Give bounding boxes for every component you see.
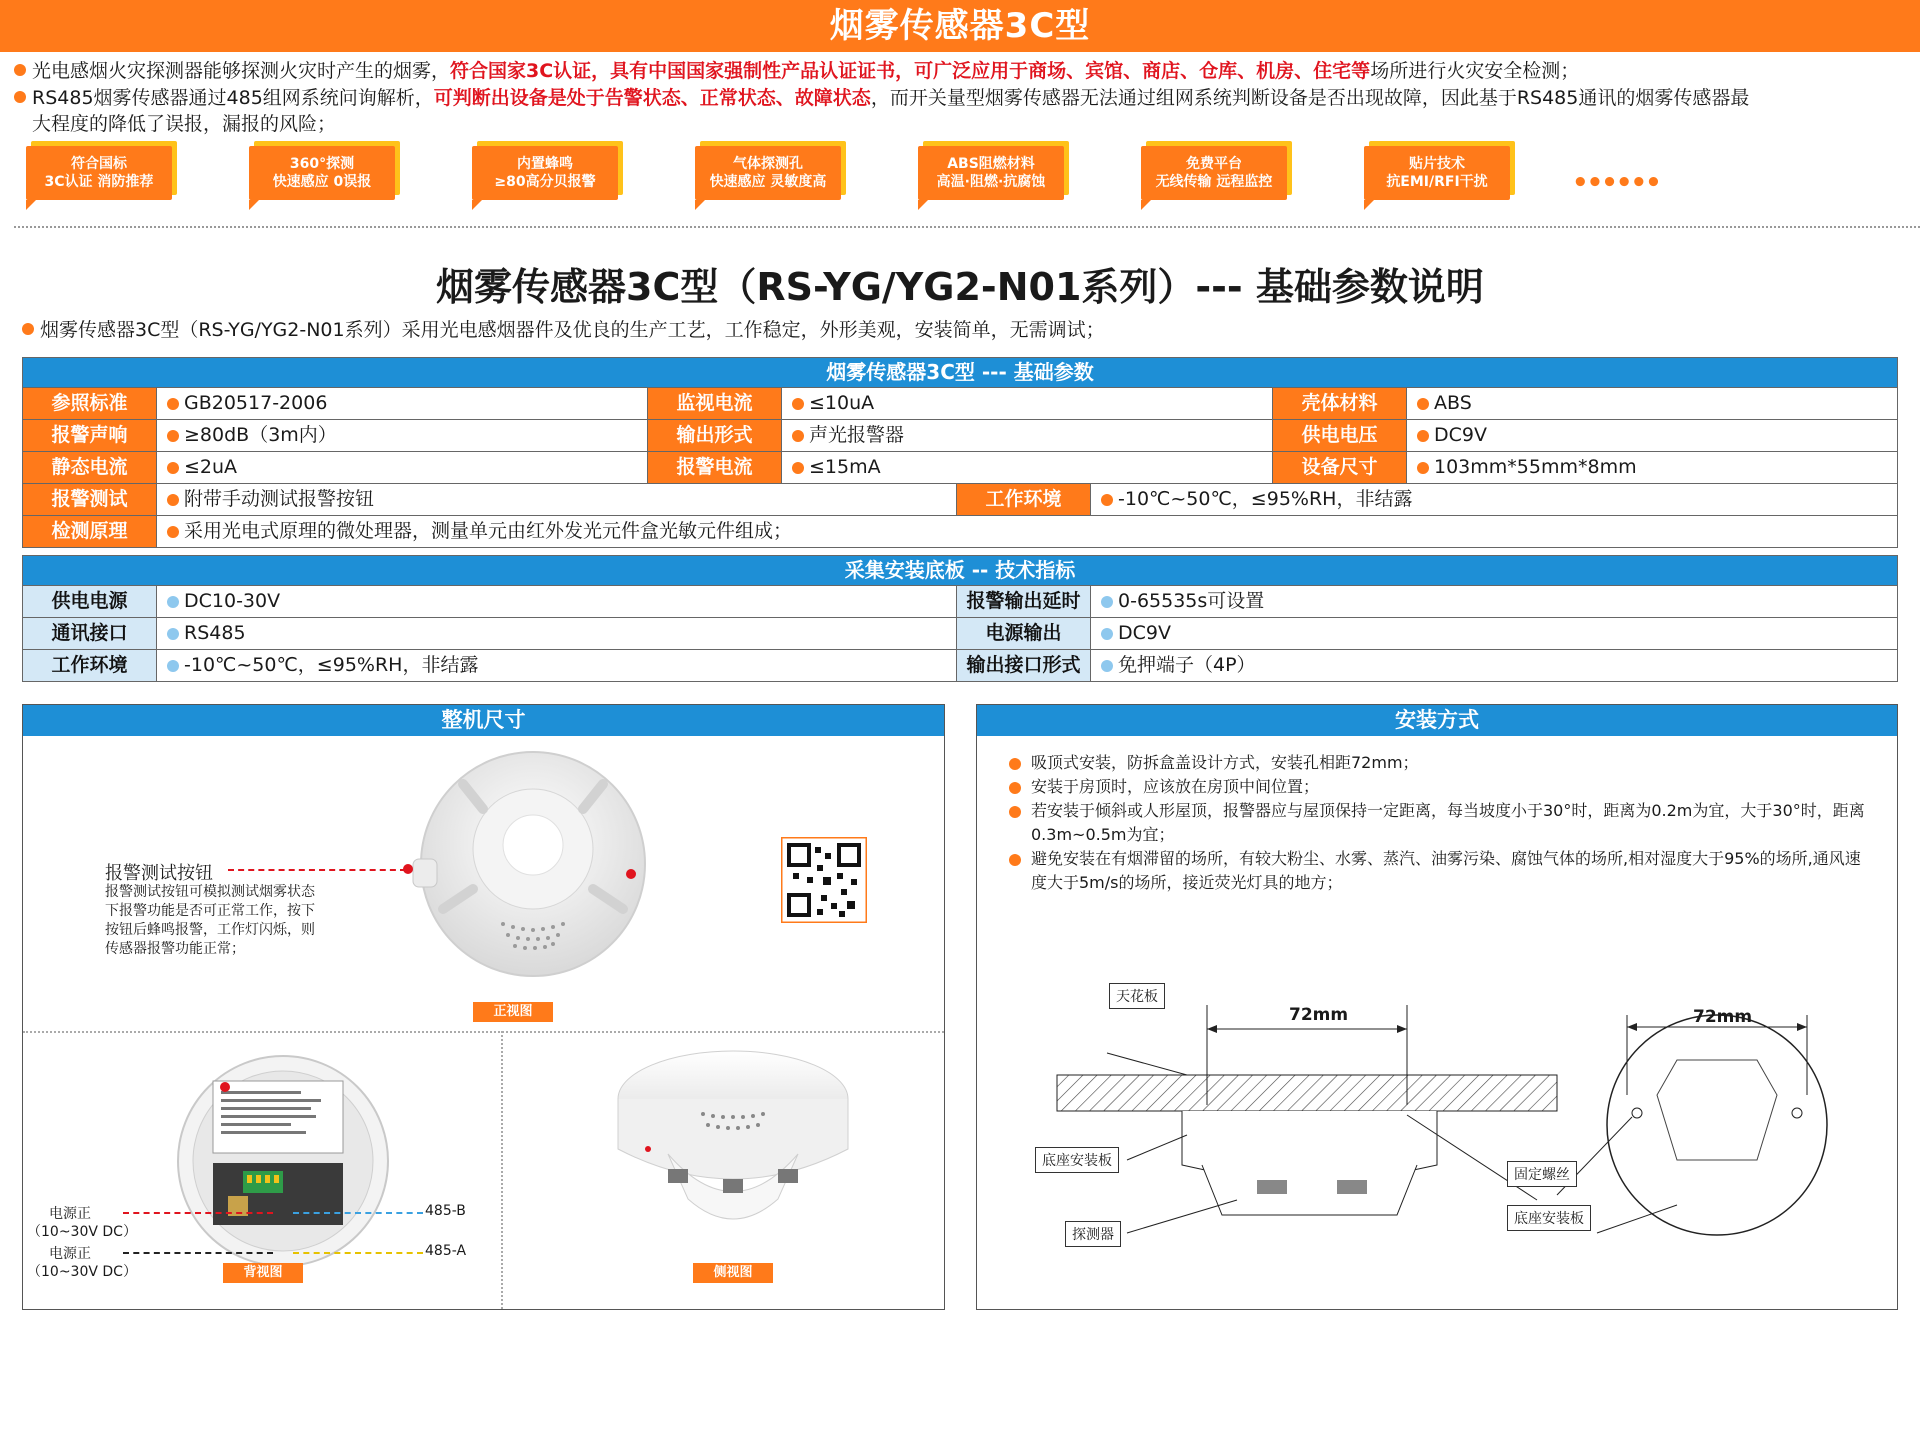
detector-label: 探测器 xyxy=(1065,1221,1121,1247)
bullet-icon xyxy=(1417,430,1429,442)
base-plate-label: 底座安装板 xyxy=(1035,1147,1119,1173)
param-label: 报警测试 xyxy=(23,484,157,515)
param-label: 输出接口形式 xyxy=(957,650,1091,681)
dimensions-panel xyxy=(22,704,945,1310)
ceiling-label: 天花板 xyxy=(1109,983,1165,1009)
wire-line xyxy=(293,1212,423,1214)
param-value xyxy=(157,388,648,419)
param-value-text: DC9V xyxy=(1118,622,1171,644)
wire-line xyxy=(123,1252,273,1254)
param-value-text: GB20517-2006 xyxy=(184,392,328,414)
bullet-icon xyxy=(1009,854,1021,866)
table-header: 采集安装底板 -- 技术指标 xyxy=(23,556,1897,585)
param-value xyxy=(157,618,957,649)
param-value xyxy=(1091,484,1897,515)
bullet-icon xyxy=(792,398,804,410)
desc-line: 报警测试按钮可模拟测试烟雾状态 xyxy=(105,884,315,900)
bullet-icon xyxy=(1101,596,1113,608)
param-label: 检测原理 xyxy=(23,516,157,547)
param-value-text: ≤10uA xyxy=(809,392,875,414)
param-label: 输出形式 xyxy=(648,420,782,451)
table-row xyxy=(23,515,1897,547)
desc-line: 按钮后蜂鸣报警，工作灯闪烁，则 xyxy=(105,922,315,938)
list-item-text: 吸顶式安装，防拆盒盖设计方式，安装孔相距72mm； xyxy=(1031,753,1419,772)
feature-badge xyxy=(472,146,618,200)
intro-highlight: 可判断出设备是处于告警状态、正常状态、故障状态 xyxy=(433,87,871,109)
table-row xyxy=(23,387,1897,419)
front-view-image xyxy=(403,749,673,989)
param-value xyxy=(157,484,957,515)
table-header: 烟雾传感器3C型 --- 基础参数 xyxy=(23,358,1897,387)
bullet-icon xyxy=(167,398,179,410)
bullet-icon xyxy=(167,430,179,442)
badge-line: 内置蜂鸣 xyxy=(517,156,573,172)
badge-line: 免费平台 xyxy=(1186,156,1242,172)
param-label: 静态电流 xyxy=(23,452,157,483)
param-value-text: 附带手动测试报警按钮 xyxy=(184,488,375,510)
back-view-image xyxy=(173,1051,393,1281)
param-value-text: ≥80dB（3m内） xyxy=(184,424,337,446)
param-value-text: DC10-30V xyxy=(184,590,281,612)
feature-badge xyxy=(918,146,1064,200)
bullet-icon xyxy=(167,660,179,672)
param-value-text: ≤15mA xyxy=(809,456,881,478)
table-row xyxy=(23,451,1897,483)
bullet-icon xyxy=(1009,782,1021,794)
power-label-2: 电源正 xyxy=(49,1246,91,1262)
bullet-icon xyxy=(167,526,179,538)
param-value xyxy=(782,388,1273,419)
base-plate-label-right: 底座安装板 xyxy=(1507,1205,1591,1231)
feature-badge xyxy=(1364,146,1510,200)
bullet-icon xyxy=(1101,628,1113,640)
divider xyxy=(14,226,1920,228)
intro-text: 光电感烟火灾探测器能够探测火灾时产生的烟雾， xyxy=(32,60,451,82)
param-label: 工作环境 xyxy=(23,650,157,681)
divider xyxy=(23,1031,944,1033)
power-range-1: （10~30V DC） xyxy=(27,1224,137,1240)
banner-title: 烟雾传感器3C型 xyxy=(0,0,1920,52)
feature-badge xyxy=(1141,146,1287,200)
bullet-icon xyxy=(1009,806,1021,818)
panel-title: 整机尺寸 xyxy=(23,705,944,736)
power-range-2: （10~30V DC） xyxy=(27,1264,137,1280)
table-row xyxy=(23,649,1897,681)
table-row xyxy=(23,617,1897,649)
param-label: 壳体材料 xyxy=(1273,388,1407,419)
intro-line-3: 大程度的降低了误报，漏报的风险； xyxy=(32,113,337,135)
param-value xyxy=(157,516,1897,547)
bullet-icon xyxy=(167,596,179,608)
badge-line: ≥80高分贝报警 xyxy=(494,174,596,190)
badge-line: 快速感应 灵敏度高 xyxy=(709,174,827,190)
param-label: 设备尺寸 xyxy=(1273,452,1407,483)
bullet-icon xyxy=(1009,758,1021,770)
badge-line: 无线传输 远程监控 xyxy=(1155,174,1273,190)
base-board-table xyxy=(22,555,1898,682)
table-row xyxy=(23,483,1897,515)
basic-params-table xyxy=(22,357,1898,548)
intro-line-1 xyxy=(14,58,1904,85)
param-value xyxy=(157,452,648,483)
param-value xyxy=(1091,586,1897,617)
param-value-text: -10℃~50℃，≤95%RH，非结露 xyxy=(184,654,479,676)
list-item xyxy=(1007,799,1867,847)
front-view-caption: 正视图 xyxy=(473,1002,553,1022)
list-item-text: 安装于房顶时，应该放在房顶中间位置； xyxy=(1031,777,1320,796)
param-value-text: 0-65535s可设置 xyxy=(1118,590,1265,612)
param-value xyxy=(157,650,957,681)
param-value xyxy=(1091,650,1897,681)
divider xyxy=(501,1031,503,1309)
param-value-text: 采用光电式原理的微处理器，测量单元由红外发光元件盒光敏元件组成； xyxy=(184,520,793,542)
section-desc-text: 烟雾传感器3C型（RS-YG/YG2-N01系列）采用光电感烟器件及优良的生产工艺，工作稳定，外形美观，安装简单，无需调试； xyxy=(40,319,1105,341)
list-item xyxy=(1007,751,1867,775)
bullet-icon xyxy=(167,462,179,474)
more-indicator: •••••• xyxy=(1572,168,1660,198)
feature-badge xyxy=(26,146,172,200)
badge-line: 高温·阻燃·抗腐蚀 xyxy=(936,174,1046,190)
badge-line: 360°探测 xyxy=(289,156,355,172)
test-button-title: 报警测试按钮 xyxy=(105,863,213,884)
param-label: 供电电压 xyxy=(1273,420,1407,451)
bullet-icon xyxy=(792,462,804,474)
param-value xyxy=(1407,388,1897,419)
bullet-icon xyxy=(792,430,804,442)
param-label: 工作环境 xyxy=(957,484,1091,515)
wire-line xyxy=(123,1212,273,1214)
param-label: 电源输出 xyxy=(957,618,1091,649)
param-value-text: ABS xyxy=(1434,392,1472,414)
feature-badge xyxy=(695,146,841,200)
intro-highlight: 符合国家3C认证，具有中国国家强制性产品认证证书，可广泛应用于商场、宾馆、商店、仓库、机房、住宅等 xyxy=(450,60,1371,82)
param-value-text: 免押端子（4P） xyxy=(1118,654,1256,676)
bullet-icon xyxy=(167,628,179,640)
bullet-icon xyxy=(14,91,26,103)
param-value-text: -10℃~50℃，≤95%RH，非结露 xyxy=(1118,488,1413,510)
table-row xyxy=(23,585,1897,617)
badge-line: 快速感应 0误报 xyxy=(272,174,372,190)
badge-line: 3C认证 消防推荐 xyxy=(44,174,154,190)
intro-text: RS485烟雾传感器通过485组网系统问询解析， xyxy=(32,87,434,109)
badge-line: 符合国标 xyxy=(71,156,127,172)
param-value-text: ≤2uA xyxy=(184,456,238,478)
param-value xyxy=(1091,618,1897,649)
side-view-caption: 侧视图 xyxy=(693,1263,773,1283)
param-value-text: 声光报警器 xyxy=(809,424,905,446)
485a-label: 485-A xyxy=(425,1243,467,1259)
list-item xyxy=(1007,775,1867,799)
param-label: 报警电流 xyxy=(648,452,782,483)
list-item xyxy=(1007,847,1867,895)
badge-line: 贴片技术 xyxy=(1409,156,1465,172)
bullet-icon xyxy=(167,494,179,506)
section-title: 烟雾传感器3C型（RS-YG/YG2-N01系列）--- 基础参数说明 xyxy=(436,265,1484,309)
param-label: 参照标准 xyxy=(23,388,157,419)
bullet-icon xyxy=(1417,462,1429,474)
badge-line: ABS阻燃材料 xyxy=(947,156,1035,172)
bullet-icon xyxy=(14,64,26,76)
feature-badge xyxy=(249,146,395,200)
pointer-dot xyxy=(403,864,413,874)
dimension-label: 72mm xyxy=(1289,1005,1349,1025)
bullet-icon xyxy=(1101,660,1113,672)
desc-line: 传感器报警功能正常； xyxy=(105,941,245,957)
bullet-icon xyxy=(22,323,34,335)
param-label: 通讯接口 xyxy=(23,618,157,649)
bullet-icon xyxy=(1101,494,1113,506)
param-value xyxy=(782,452,1273,483)
leader-line xyxy=(228,869,406,871)
qr-code-icon xyxy=(781,837,867,923)
param-value-text: DC9V xyxy=(1434,424,1487,446)
bullet-icon xyxy=(1417,398,1429,410)
power-label-1: 电源正 xyxy=(49,1206,91,1222)
installation-panel xyxy=(976,704,1898,1310)
intro-text: ，而开关量型烟雾传感器无法通过组网系统判断设备是否出现故障，因此基于RS485通讯的烟雾传感器最 xyxy=(870,87,1750,109)
list-item-text: 避免安装在有烟滞留的场所，有较大粉尘、水雾、蒸汽、油雾污染、腐蚀气体的场所,相对湿度大于95%的场所,通风速度大于5m/s的场所，接近荧光灯具的地方； xyxy=(1031,849,1861,892)
intro-line-2 xyxy=(14,85,1904,112)
badge-line: 抗EMI/RFI干扰 xyxy=(1386,174,1488,190)
param-value xyxy=(782,420,1273,451)
param-label: 报警输出延时 xyxy=(957,586,1091,617)
table-row xyxy=(23,419,1897,451)
installation-list xyxy=(1007,751,1867,895)
dimension-label: 72mm xyxy=(1693,1007,1753,1027)
wire-line xyxy=(293,1252,423,1254)
panel-title: 安装方式 xyxy=(977,705,1897,736)
param-value xyxy=(157,586,957,617)
back-view-caption: 背视图 xyxy=(223,1263,303,1283)
param-value-text: 103mm*55mm*8mm xyxy=(1434,456,1637,478)
screw-label: 固定螺丝 xyxy=(1507,1161,1577,1187)
param-label: 供电电源 xyxy=(23,586,157,617)
param-label: 监视电流 xyxy=(648,388,782,419)
param-label: 报警声响 xyxy=(23,420,157,451)
test-button-description xyxy=(105,883,315,959)
side-view-image xyxy=(608,1039,858,1259)
desc-line: 下报警功能是否可正常工作，按下 xyxy=(105,903,315,919)
badge-line: 气体探测孔 xyxy=(733,156,803,172)
section-description xyxy=(22,315,1105,342)
param-value xyxy=(157,420,648,451)
list-item-text: 若安装于倾斜或人形屋顶，报警器应与屋顶保持一定距离，每当坡度小于30°时，距离为0.2m为宜，大于30°时，距离0.3m~0.5m为宜； xyxy=(1031,801,1865,844)
param-value-text: RS485 xyxy=(184,622,246,644)
intro-text: 场所进行火灾安全检测； xyxy=(1370,60,1580,82)
param-value xyxy=(1407,452,1897,483)
param-value xyxy=(1407,420,1897,451)
485b-label: 485-B xyxy=(425,1203,466,1219)
